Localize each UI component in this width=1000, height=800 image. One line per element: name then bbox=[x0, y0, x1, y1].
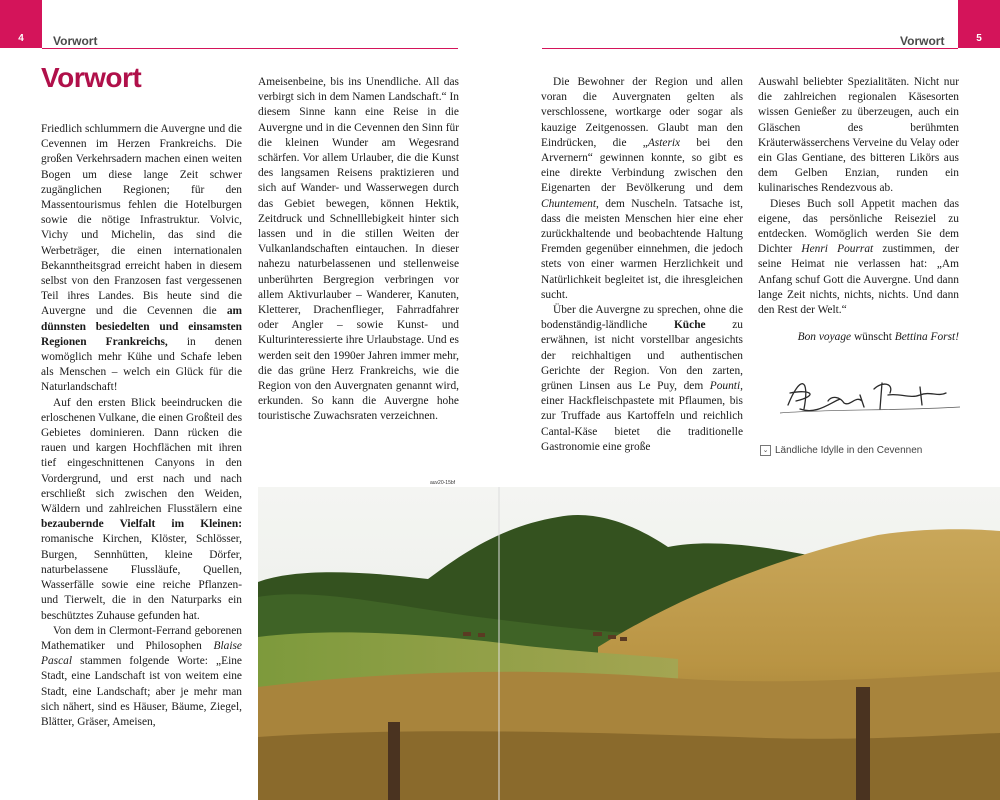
paragraph: Friedlich schlummern die Auvergne und die Cevennen im Herzen Frankreichs. Die großen Verkehrsadern machen einen weiten Bogen um diese lange Zeit schwer zugänglichen Regionen; für den Massentourismus fehlen die Hotelburgen sowie die nötige Infrastruktur. Volvic, Vichy und Michelin, das sind die Werbeträger, die einen internationalen Bekanntheitsgrad erreicht haben in diesem selbst von den Franzosen fast vergessenen Teil ihres Landes. Bis heute sind die Auvergne und die Cevennen die am dünnsten besiedelten und einsamsten Regionen Frankreichs, in denen womöglich mehr Kühe und Schafe leben als Menschen – welch ein Glück für die Naturlandschaft! bbox=[41, 123, 243, 394]
header-rule-left bbox=[42, 48, 458, 49]
paragraph: Dieses Buch soll Appetit machen das eigene, das persönliche Reiseziel zu entdecken. Womöglich werden Sie dem Dichter Henri Pourrat zustimmen, der seine Heimat nie verlassen hat: „Am Anfang schuf Gott die Auvergne. Und dann lange Zeit nichts, nichts, nichts. Und dann den Rest der Welt.“ bbox=[758, 197, 959, 317]
header-rule-right bbox=[542, 48, 958, 49]
paragraph: Von dem in Clermont-Ferrand geborenen Mathematiker und Philosophen Blaise Pascal stammen folgende Worte: „Eine Stadt, eine Landschaft ist von weitem eine Stadt, eine Landschaft; aber je mehr man sich nähert, sind es Häuser, Bäume, Ziegel, Blätter, Gräser, Ameisen, bbox=[41, 624, 242, 728]
landscape-photo bbox=[258, 487, 1000, 800]
paragraph: Auf den ersten Blick beeindrucken die erloschenen Vulkane, die einen Großteil des Gebietes dominieren. Dann rücken die rauen und kargen Hochflächen mit ihren tief eingeschnittenen Canyons in den Vordergrund, und erst nach und nach erschließt sich zwischen den Weiden, Wäldern und zahlreichen Flusstälern eine bezaubernde Vielfalt im Kleinen: romanische Kirchen, Klöster, Schlösser, Burgen, Sennhütten, kleine Dörfer, naturbelassene Flussläufe, Quellen, Wasserfälle sowie eine reiche Pflanzen- und Tierwelt, die in den Naturparks ein beschütztes Zuhause gefunden hat. bbox=[41, 396, 242, 622]
page-number-left: 4 bbox=[0, 0, 42, 48]
chevron-down-icon: ⌄ bbox=[760, 445, 771, 456]
running-head-right: Vorwort bbox=[900, 34, 945, 48]
closing-wishes: Bon voyage wünscht Bettina Forst! bbox=[797, 331, 959, 344]
page-number-right: 5 bbox=[958, 0, 1000, 48]
text-column-1 bbox=[41, 122, 242, 730]
author-signature bbox=[770, 365, 970, 425]
paragraph: Die Bewohner der Region und allen voran die Auvergnaten gelten als verschlossene, wortkarge oder sogar als kauzige Zeitgenossen. Glaubt man den Eindrücken, die „Asterix bei den Arvernern“ gewinnen konnte, so gibt es eine direkte Verbindung zwischen den Eigenarten der Bevölkerung und dem Chuntement, dem Nuscheln. Tatsache ist, dass die meisten Menschen hier eine eher zurückhaltende und beobachtende Haltung Fremden gegenüber einnehmen, die jedoch stets von einer warmen Herzlichkeit und Natürlichkeit begleitet ist, die ihresgleichen sucht. bbox=[541, 76, 743, 301]
paragraph: Über die Auvergne zu sprechen, ohne die bodenständig-ländliche Küche zu erwähnen, ist nicht vorstellbar angesichts der reichhaltigen und authentischen Gerichte der Region. Von den zarten, grünen Linsen aus Le Puy, dem Pounti, einer Hackfleischpastete mit Pflaumen, bis zur Truffade aus Kartoffeln und reichlich Cantal-Käse bietet die traditionelle Gastronomie eine große bbox=[541, 304, 743, 453]
page-title: Vorwort bbox=[41, 62, 142, 93]
photo-label: auv20-15bf bbox=[430, 480, 456, 486]
text-column-3 bbox=[541, 75, 743, 455]
caption-text: Ländliche Idylle in den Cevennen bbox=[775, 445, 923, 456]
text-column-4 bbox=[758, 75, 959, 345]
paragraph: Ameisenbeine, bis ins Unendliche. All das verbirgt sich in dem Namen Landschaft.“ In diesem Sinne kann eine Reise in die Auvergne und in die Cevennen den Sinn für die kleinen Wunder am Wegesrand schärfen. Vor allem Urlauber, die die Kunst des langsamen Reisens praktizieren und sich auf Wander- und Wasserwegen durch das Gebiet bewegen, können Hektik, Zeitdruck und Schnelllebigkeit hinter sich lassen und in die stillen Weiten der Vulkanlandschaften eintauchen. In dieser nahezu naturbelassenen und stellenweise unberührten Bergregion verbringen vor allem Aktivurlauber – Wanderer, Kanuten, Kletterer, Drachenflieger, Fahrradfahrer oder Angler – sowie Kunst- und Kulturinteressierte ihre Urlaubstage. Und es werden seit den 1990er Jahren immer mehr, die das grüne Herz Frankreichs, wie die Region von den Auvergnaten genannt wird, erkunden. So kann die Auvergne hohe touristische Zuwachsraten verzeichnen. bbox=[258, 76, 459, 423]
text-column-2 bbox=[258, 75, 459, 425]
photo-caption bbox=[760, 445, 922, 456]
paragraph: Auswahl beliebter Spezialitäten. Nicht nur die zahlreichen regionalen Käsesorten wissen Genießer zu überzeugen, auch ein Gläschen des berühmten Kräuterwässerchens Verveine du Velay oder ein Glas Gentiane, des bitteren Likörs aus dem Gelben Enzian, runden ein kulinarisches Rendezvous ab. bbox=[758, 76, 959, 195]
running-head-left: Vorwort bbox=[53, 34, 98, 48]
